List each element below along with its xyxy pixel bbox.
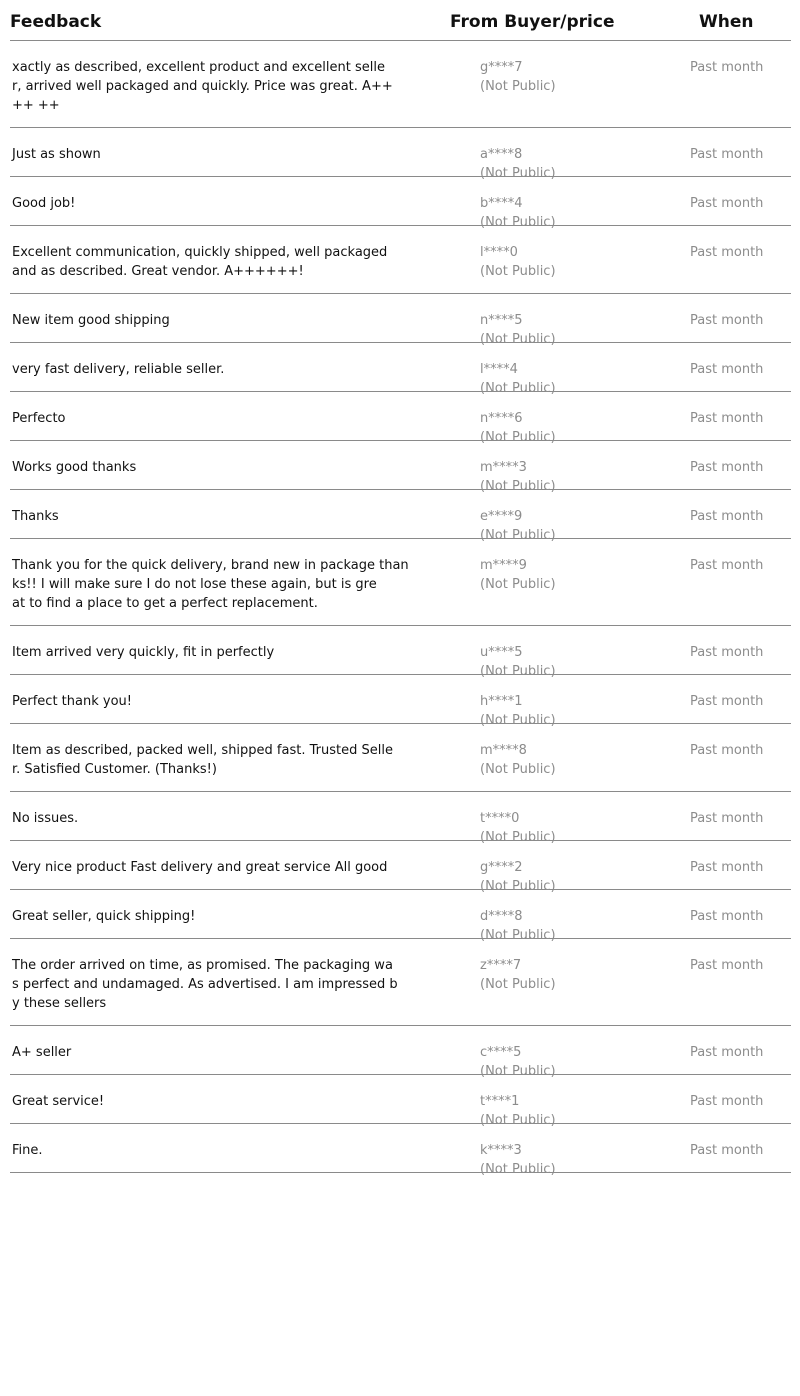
table-row: [10, 939, 791, 1026]
buyer-id: m****9: [480, 558, 527, 573]
buyer-id: g****2: [480, 860, 523, 875]
feedback-text: New item good shipping: [12, 313, 170, 328]
table-row: [10, 128, 791, 181]
buyer-cell: [480, 243, 556, 281]
buyer-id: k****3: [480, 1143, 522, 1158]
when-text: Past month: [690, 245, 764, 260]
table-row: [10, 226, 791, 294]
buyer-id: t****0: [480, 811, 520, 826]
when-text: Past month: [690, 1094, 764, 1109]
table-row: [10, 1075, 791, 1128]
when-text: Past month: [690, 811, 764, 826]
feedback-column-header: Feedback: [10, 12, 102, 32]
when-text: Past month: [690, 558, 764, 573]
buyer-id: b****4: [480, 196, 523, 211]
feedback-text: Just as shown: [12, 147, 101, 162]
price-status: (Not Public): [480, 79, 556, 94]
table-row: [10, 841, 791, 894]
when-text: Past month: [690, 147, 764, 162]
buyer-id: c****5: [480, 1045, 522, 1060]
feedback-text: Good job!: [12, 196, 76, 211]
feedback-text: Perfect thank you!: [12, 694, 132, 709]
price-status: (Not Public): [480, 528, 556, 543]
price-status: (Not Public): [480, 264, 556, 279]
table-row: [10, 294, 791, 347]
buyer-id: n****5: [480, 313, 523, 328]
table-row: [10, 41, 791, 128]
feedback-text: Item arrived very quickly, fit in perfectly: [12, 645, 275, 660]
table-row: [10, 1026, 791, 1079]
when-text: Past month: [690, 362, 764, 377]
when-text: Past month: [690, 1143, 764, 1158]
feedback-text: No issues.: [12, 811, 79, 826]
table-row: [10, 724, 791, 792]
price-status: (Not Public): [480, 713, 556, 728]
feedback-text: Excellent communication, quickly shipped, well packaged and as described. Great vendor. A++++++!: [12, 245, 388, 279]
table-row: [10, 343, 791, 396]
price-status: (Not Public): [480, 928, 556, 943]
buyer-cell: [480, 956, 556, 994]
feedback-table: [10, 0, 791, 1177]
from-buyer-price-column-header: From Buyer/price: [450, 12, 615, 32]
when-text: Past month: [690, 411, 764, 426]
price-status: (Not Public): [480, 762, 556, 777]
buyer-id: l****4: [480, 362, 518, 377]
buyer-id: u****5: [480, 645, 523, 660]
when-text: Past month: [690, 860, 764, 875]
buyer-id: m****8: [480, 743, 527, 758]
buyer-cell: [480, 1141, 556, 1179]
price-status: (Not Public): [480, 1064, 556, 1079]
buyer-cell: [480, 58, 556, 96]
feedback-text: Thanks: [12, 509, 59, 524]
feedback-text: Great service!: [12, 1094, 105, 1109]
price-status: (Not Public): [480, 830, 556, 845]
buyer-id: h****1: [480, 694, 523, 709]
buyer-id: g****7: [480, 60, 523, 75]
price-status: (Not Public): [480, 215, 556, 230]
feedback-text: Perfecto: [12, 411, 66, 426]
when-text: Past month: [690, 743, 764, 758]
buyer-id: e****9: [480, 509, 523, 524]
price-status: (Not Public): [480, 166, 556, 181]
buyer-cell: [480, 741, 556, 779]
feedback-text: A+ seller: [12, 1045, 72, 1060]
when-text: Past month: [690, 909, 764, 924]
price-status: (Not Public): [480, 1113, 556, 1128]
table-row: [10, 675, 791, 728]
buyer-id: t****1: [480, 1094, 520, 1109]
buyer-id: d****8: [480, 909, 523, 924]
feedback-text: Fine.: [12, 1143, 43, 1158]
price-status: (Not Public): [480, 332, 556, 347]
table-row: [10, 792, 791, 845]
table-row: [10, 539, 791, 626]
buyer-id: l****0: [480, 245, 518, 260]
price-status: (Not Public): [480, 430, 556, 445]
price-status: (Not Public): [480, 977, 556, 992]
feedback-text: Very nice product Fast delivery and great service All good: [12, 860, 388, 875]
when-column-header: When: [699, 12, 754, 32]
when-text: Past month: [690, 1045, 764, 1060]
table-row: [10, 626, 791, 679]
when-text: Past month: [690, 958, 764, 973]
table-body: [10, 41, 791, 1177]
price-status: (Not Public): [480, 479, 556, 494]
price-status: (Not Public): [480, 381, 556, 396]
price-status: (Not Public): [480, 577, 556, 592]
when-text: Past month: [690, 196, 764, 211]
table-row: [10, 890, 791, 943]
table-row: [10, 392, 791, 445]
when-text: Past month: [690, 694, 764, 709]
table-row: [10, 1124, 791, 1177]
feedback-text: Item as described, packed well, shipped fast. Trusted Selle r. Satisfied Customer. (Thanks!): [12, 743, 393, 777]
buyer-id: n****6: [480, 411, 523, 426]
feedback-text: xactly as described, excellent product and excellent selle r, arrived well packaged and quickly. Price was great. A++ ++ ++: [12, 60, 393, 113]
when-text: Past month: [690, 460, 764, 475]
when-text: Past month: [690, 509, 764, 524]
feedback-text: Thank you for the quick delivery, brand new in package than ks!! I will make sure I do not lose these again, but is gre at to find a place to get a perfect replacement.: [12, 558, 409, 611]
table-header: [10, 0, 791, 41]
feedback-text: Works good thanks: [12, 460, 137, 475]
table-row: [10, 490, 791, 543]
buyer-id: m****3: [480, 460, 527, 475]
when-text: Past month: [690, 645, 764, 660]
buyer-cell: [480, 556, 556, 594]
buyer-id: z****7: [480, 958, 522, 973]
feedback-text: very fast delivery, reliable seller.: [12, 362, 225, 377]
table-row: [10, 441, 791, 494]
when-text: Past month: [690, 313, 764, 328]
price-status: (Not Public): [480, 879, 556, 894]
price-status: (Not Public): [480, 664, 556, 679]
feedback-text: The order arrived on time, as promised. The packaging wa s perfect and undamaged. As advertised. I am impressed b y these sellers: [12, 958, 398, 1011]
feedback-text: Great seller, quick shipping!: [12, 909, 196, 924]
price-status: (Not Public): [480, 1162, 556, 1177]
when-text: Past month: [690, 60, 764, 75]
table-row: [10, 177, 791, 230]
buyer-id: a****8: [480, 147, 523, 162]
